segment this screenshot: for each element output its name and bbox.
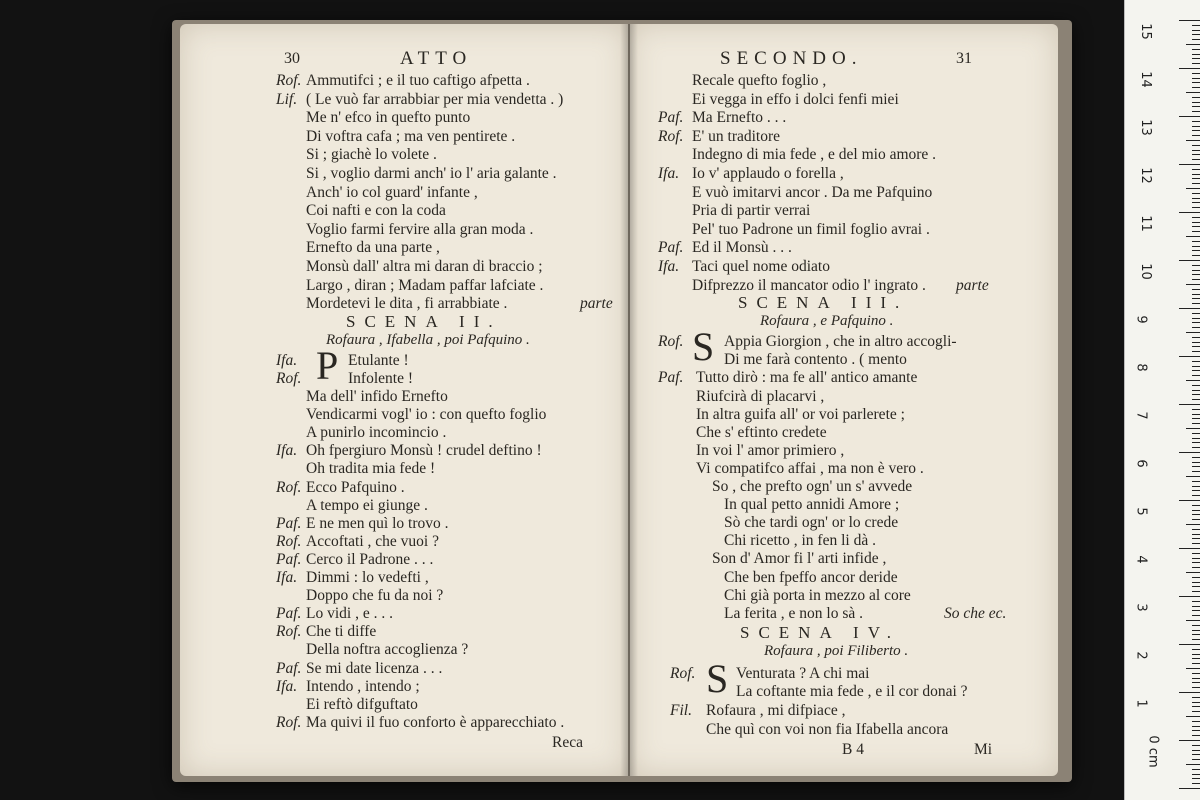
verse-line: Ei reftò difguftato (306, 695, 418, 713)
verse-line: Infolente ! (348, 369, 413, 387)
speaker-label: Paf. (276, 659, 302, 677)
verse-line: Oh tradita mia fede ! (306, 460, 436, 478)
ruler-tick (1192, 783, 1200, 784)
ruler-tick (1192, 298, 1200, 299)
speaker-label: Rof. (276, 369, 302, 387)
ruler-tick (1192, 150, 1200, 151)
ruler-tick (1192, 591, 1200, 592)
ruler-tick (1192, 586, 1200, 587)
ruler-number: 8 (1133, 363, 1149, 372)
speaker-label: Ifa. (658, 258, 680, 275)
drop-capital: S (692, 324, 715, 370)
exit-note: parte (956, 276, 989, 294)
scene-title: SCENA II. (346, 311, 502, 331)
running-header: SECONDO. (720, 48, 863, 69)
verse-line: Indegno di mia fede , e del mio amore . (692, 146, 937, 164)
scene-cast: Rofaura , e Pafquino . (760, 313, 894, 330)
verse-line: Rofaura , mi difpiace , (706, 702, 846, 719)
verse-line: Che ti diffe (306, 623, 377, 641)
verse-line: Se mi date licenza . . . (306, 659, 443, 677)
speaker-label: Rof. (670, 664, 696, 682)
verse-line: Venturata ? A chi mai (736, 664, 870, 682)
ruler-tick (1186, 188, 1200, 189)
ruler-tick (1192, 313, 1200, 314)
ruler-tick (1192, 730, 1200, 731)
verse-line: Dimmi : lo vedefti , (306, 569, 429, 586)
verse-line: Ei vegga in effo i dolci fenfi miei (692, 90, 899, 108)
ruler-tick (1192, 106, 1200, 107)
ruler-tick (1192, 25, 1200, 26)
ruler-tick (1192, 702, 1200, 703)
ruler-tick (1192, 433, 1200, 434)
ruler-tick (1179, 356, 1200, 357)
verse-line: Oh fpergiuro Monsù ! crudel deftino ! (306, 442, 542, 460)
ruler-tick (1192, 423, 1200, 424)
ruler-tick (1192, 634, 1200, 635)
speaker-label: Rof. (658, 333, 684, 351)
verse-line: Ma Ernefto . . . (692, 109, 787, 127)
verse-line: In voi l' amor primiero , (696, 441, 845, 459)
verse-line: Che ben fpeffo ancor deride (724, 568, 898, 586)
speaker-label: Rof. (276, 72, 302, 89)
ruler-tick (1186, 140, 1200, 141)
ruler-tick (1192, 750, 1200, 751)
verse-line: Ed il Monsù . . . (692, 239, 792, 257)
speaker-label: Paf. (276, 605, 302, 623)
ruler-tick (1186, 236, 1200, 237)
ruler-tick (1192, 543, 1200, 544)
ruler-tick (1192, 351, 1200, 352)
ruler-tick (1192, 54, 1200, 55)
running-header: ATTO (400, 48, 473, 69)
ruler-number: 2 (1133, 651, 1149, 660)
ruler-tick (1192, 562, 1200, 563)
speaker-label: Ifa. (276, 351, 298, 369)
speaker-label: Ifa. (276, 569, 298, 586)
ruler-tick (1186, 44, 1200, 45)
ruler-tick (1192, 294, 1200, 295)
ruler-tick (1192, 658, 1200, 659)
ruler-tick (1192, 510, 1200, 511)
speaker-label: Paf. (276, 514, 302, 532)
ruler-tick (1192, 630, 1200, 631)
ruler-tick (1192, 466, 1200, 467)
ruler-tick (1186, 92, 1200, 93)
page-number: 30 (284, 50, 300, 67)
ruler-tick (1192, 726, 1200, 727)
ruler-tick (1192, 754, 1200, 755)
verse-line: Che quì con voi non fia Ifabella ancora (706, 720, 949, 738)
verse-line: Taci quel nome odiato (692, 258, 830, 275)
ruler-tick (1179, 596, 1200, 597)
ruler-tick (1179, 308, 1200, 309)
verse-line: ( Le vuò far arrabbiar per mia vendetta . ) (306, 90, 564, 108)
ruler-tick (1192, 255, 1200, 256)
ruler-tick (1186, 380, 1200, 381)
verse-line: E vuò imitarvi ancor . Da me Pafquino (692, 183, 933, 201)
ruler-tick (1192, 135, 1200, 136)
ruler-tick (1192, 279, 1200, 280)
ruler-tick (1192, 505, 1200, 506)
scene-title: SCENA III. (738, 293, 909, 313)
ruler-number: 4 (1133, 555, 1149, 564)
ruler-tick (1192, 342, 1200, 343)
ruler-tick (1192, 226, 1200, 227)
ruler-tick (1192, 30, 1200, 31)
ruler-tick (1192, 370, 1200, 371)
ruler-tick (1179, 740, 1200, 741)
speaker-label: Rof. (658, 127, 684, 145)
ruler-tick (1186, 764, 1200, 765)
verse-line: Chi già porta in mezzo al core (724, 586, 911, 604)
ruler-tick (1192, 217, 1200, 218)
verse-line: Di voftra cafa ; ma ven pentirete . (306, 127, 516, 145)
verse-line: Sò che tardi ogn' or lo crede (724, 514, 899, 532)
ruler-number: 5 (1133, 507, 1149, 516)
ruler-tick (1192, 58, 1200, 59)
ruler-tick (1192, 174, 1200, 175)
ruler-tick (1192, 447, 1200, 448)
verse-line: Mordetevi le dita , fi arrabbiate . (306, 295, 508, 313)
ruler-tick (1179, 644, 1200, 645)
ruler-tick (1192, 745, 1200, 746)
ruler-tick (1192, 409, 1200, 410)
ruler-tick (1192, 759, 1200, 760)
ruler-tick (1192, 442, 1200, 443)
verse-line: Etulante ! (348, 351, 409, 369)
speaker-label: Paf. (658, 109, 684, 127)
ruler-tick (1192, 577, 1200, 578)
ruler-tick (1192, 178, 1200, 179)
verse-line: La ferita , e non lo sà . (724, 604, 864, 622)
verse-line: Appia Giorgion , che in altro accogli- (724, 333, 957, 351)
ruler-tick (1192, 414, 1200, 415)
ruler-tick (1192, 399, 1200, 400)
ruler-tick (1186, 332, 1200, 333)
ruler-tick (1192, 198, 1200, 199)
ruler-tick (1192, 274, 1200, 275)
ruler-tick (1192, 625, 1200, 626)
ruler-tick (1179, 20, 1200, 21)
ruler-tick (1192, 687, 1200, 688)
ruler-number: 15 (1137, 23, 1153, 40)
ruler-tick (1192, 735, 1200, 736)
ruler-tick (1192, 241, 1200, 242)
verse-line: Si ; giachè lo volete . (306, 146, 437, 164)
ruler-tick (1192, 250, 1200, 251)
ruler-number: 0 cm (1145, 735, 1161, 768)
verse-line: Cerco il Padrone . . . (306, 550, 434, 568)
ruler-tick (1192, 270, 1200, 271)
ruler-tick (1192, 303, 1200, 304)
verse-line: A punirlo incomincio . (306, 424, 447, 442)
ruler-tick (1192, 519, 1200, 520)
ruler-tick (1192, 778, 1200, 779)
verse-line: Io v' applaudo o forella , (692, 165, 844, 182)
ruler-tick (1192, 346, 1200, 347)
ruler-tick (1192, 711, 1200, 712)
ruler-tick (1192, 567, 1200, 568)
verse-line: Ammutifci ; e il tuo caftigo afpetta . (306, 72, 530, 89)
ruler-tick (1192, 375, 1200, 376)
ruler-tick (1192, 63, 1200, 64)
ruler-tick (1192, 582, 1200, 583)
ruler-tick (1186, 524, 1200, 525)
verse-line: Chi ricetto , in fen li dà . (724, 532, 876, 550)
ruler-tick (1192, 610, 1200, 611)
signature-mark: B 4 (842, 741, 864, 759)
ruler-tick (1192, 246, 1200, 247)
ruler-tick (1192, 654, 1200, 655)
ruler-tick (1179, 68, 1200, 69)
speaker-label: Rof. (276, 713, 302, 731)
aria-cue: So che ec. (944, 604, 1007, 622)
verse-line: Me n' efco in quefto punto (306, 109, 471, 127)
ruler-number: 9 (1133, 315, 1149, 324)
ruler-tick (1186, 476, 1200, 477)
ruler-tick (1179, 548, 1200, 549)
verse-line: A tempo ei giunge . (306, 496, 428, 514)
ruler-tick (1192, 457, 1200, 458)
verse-line: Riufcirà di placarvi , (696, 387, 825, 405)
ruler-tick (1192, 159, 1200, 160)
ruler-tick (1192, 394, 1200, 395)
speaker-label: Fil. (670, 702, 692, 719)
ruler-tick (1179, 788, 1200, 789)
ruler-tick (1192, 462, 1200, 463)
ruler-number: 12 (1137, 167, 1153, 184)
verse-line: Recale quefto foglio , (692, 72, 827, 89)
ruler-tick (1179, 212, 1200, 213)
speaker-label: Paf. (276, 550, 302, 568)
verse-line: Si , voglio darmi anch' io l' aria galante . (306, 165, 557, 182)
ruler-tick (1192, 481, 1200, 482)
ruler-tick (1192, 78, 1200, 79)
verse-line: Voglio farmi fervire alla gran moda . (306, 220, 534, 238)
ruler-tick (1186, 572, 1200, 573)
verse-line: Vendicarmi vogl' io : con quefto foglio (306, 406, 547, 424)
ruler-number: 7 (1133, 411, 1149, 420)
ruler-tick (1192, 678, 1200, 679)
speaker-label: Lif. (276, 90, 298, 108)
verse-line: Accoftati , che vuoi ? (306, 532, 439, 550)
speaker-label: Ifa. (276, 442, 298, 460)
speaker-label: Rof. (276, 478, 302, 496)
verse-line: Doppo che fu da noi ? (306, 587, 444, 605)
ruler-tick (1192, 145, 1200, 146)
ruler-tick (1192, 390, 1200, 391)
ruler-tick (1192, 553, 1200, 554)
ruler-tick (1179, 452, 1200, 453)
ruler-tick (1192, 606, 1200, 607)
ruler-tick (1192, 49, 1200, 50)
verse-line: Ernefto da una parte , (306, 239, 440, 257)
ruler-tick (1192, 289, 1200, 290)
ruler-tick (1192, 471, 1200, 472)
ruler-tick (1192, 682, 1200, 683)
ruler-tick (1192, 673, 1200, 674)
ruler-tick (1192, 514, 1200, 515)
ruler-tick (1186, 716, 1200, 717)
ruler-tick (1192, 183, 1200, 184)
ruler-tick (1192, 418, 1200, 419)
ruler-tick (1192, 558, 1200, 559)
ruler-tick (1192, 126, 1200, 127)
ruler-tick (1192, 601, 1200, 602)
ruler-tick (1192, 361, 1200, 362)
ruler-tick (1192, 529, 1200, 530)
verse-line: Che s' eftinto credete (696, 423, 827, 441)
ruler-tick (1192, 34, 1200, 35)
verse-line: Monsù dall' altra mi daran di braccio ; (306, 258, 543, 275)
ruler-tick (1192, 73, 1200, 74)
ruler-tick (1192, 111, 1200, 112)
ruler-number: 13 (1137, 119, 1153, 136)
ruler-number: 11 (1137, 215, 1153, 232)
speaker-label: Ifa. (276, 677, 298, 695)
ruler-tick (1192, 486, 1200, 487)
ruler-number: 1 (1133, 699, 1149, 708)
ruler-tick (1179, 500, 1200, 501)
ruler-number: 6 (1133, 459, 1149, 468)
ruler-tick (1192, 538, 1200, 539)
exit-note: parte (580, 295, 613, 313)
ruler-tick (1192, 490, 1200, 491)
right-page (630, 24, 1058, 776)
verse-line: Coi nafti e con la coda (306, 202, 446, 220)
ruler-tick (1186, 284, 1200, 285)
verse-line: Lo vidi , e . . . (306, 605, 393, 623)
ruler-tick (1192, 318, 1200, 319)
ruler-tick (1192, 721, 1200, 722)
verse-line: Largo , diran ; Madam paffar lafciate . (306, 276, 544, 294)
verse-line: Pria di partir verrai (692, 202, 811, 220)
ruler-tick (1192, 87, 1200, 88)
speaker-label: Rof. (276, 623, 302, 641)
scene-cast: Rofaura , poi Filiberto . (764, 642, 909, 659)
ruler-number: 10 (1137, 263, 1153, 280)
ruler-tick (1192, 366, 1200, 367)
ruler-tick (1192, 495, 1200, 496)
scene-title: SCENA IV. (740, 622, 901, 642)
ruler-tick (1192, 534, 1200, 535)
verse-line: Difprezzo il mancator odio l' ingrato . (692, 276, 926, 294)
ruler-tick (1192, 202, 1200, 203)
verse-line: Della noftra accoglienza ? (306, 641, 469, 659)
verse-line: So , che prefto ogn' un s' avvede (712, 478, 913, 495)
ruler-tick (1192, 769, 1200, 770)
verse-line: Anch' io col guard' infante , (306, 183, 478, 201)
ruler-tick (1192, 322, 1200, 323)
verse-line: Ecco Pafquino . (306, 478, 405, 496)
ruler-tick (1192, 615, 1200, 616)
verse-line: Intendo , intendo ; (306, 677, 420, 695)
page-number: 31 (956, 50, 972, 67)
scene-cast: Rofaura , Ifabella , poi Pafquino . (326, 331, 530, 348)
ruler-tick (1192, 102, 1200, 103)
ruler-tick (1192, 438, 1200, 439)
verse-line: Di me farà contento . ( mento (724, 351, 907, 369)
speaker-label: Ifa. (658, 165, 680, 182)
ruler-tick (1192, 327, 1200, 328)
ruler-number: 3 (1133, 603, 1149, 612)
ruler-tick (1192, 82, 1200, 83)
verse-line: In qual petto annidi Amore ; (724, 496, 900, 514)
ruler-tick (1179, 260, 1200, 261)
ruler-tick (1192, 649, 1200, 650)
ruler-tick (1192, 231, 1200, 232)
catchword: Mi (974, 741, 993, 759)
verse-line: Vi compatifco affai , ma non è vero . (696, 459, 924, 477)
ruler-tick (1192, 97, 1200, 98)
verse-line: In altra guifa all' or voi parlerete ; (696, 405, 905, 423)
ruler-tick (1192, 697, 1200, 698)
verse-line: Ma quivi il fuo conforto è apparecchiato . (306, 713, 565, 731)
ruler-tick (1192, 663, 1200, 664)
ruler-tick (1192, 154, 1200, 155)
left-page (180, 24, 628, 776)
drop-capital: S (706, 655, 729, 701)
ruler-tick (1179, 164, 1200, 165)
verse-line: E' un traditore (692, 127, 781, 145)
verse-line: Tutto dirò : ma fe all' antico amante (696, 369, 918, 387)
ruler-tick (1186, 668, 1200, 669)
drop-capital: P (316, 342, 339, 388)
verse-line: E ne men quì lo trovo . (306, 514, 449, 532)
ruler-tick (1186, 428, 1200, 429)
ruler-number: 14 (1137, 71, 1153, 88)
verse-line: Son d' Amor fi l' arti infide , (712, 550, 887, 568)
ruler-tick (1192, 639, 1200, 640)
ruler-tick (1192, 337, 1200, 338)
speaker-label: Paf. (658, 239, 684, 257)
verse-line: La coftante mia fede , e il cor donai ? (736, 683, 968, 701)
ruler-tick (1179, 116, 1200, 117)
measurement-ruler (1124, 0, 1200, 800)
ruler-tick (1192, 193, 1200, 194)
speaker-label: Paf. (658, 369, 684, 387)
ruler-tick (1179, 692, 1200, 693)
ruler-tick (1192, 265, 1200, 266)
ruler-tick (1192, 706, 1200, 707)
ruler-tick (1192, 169, 1200, 170)
verse-line: Pel' tuo Padrone un fimil foglio avrai . (692, 220, 930, 238)
ruler-tick (1192, 130, 1200, 131)
verse-line: Ma dell' infido Ernefto (306, 388, 448, 405)
ruler-tick (1186, 620, 1200, 621)
ruler-tick (1192, 222, 1200, 223)
ruler-tick (1192, 207, 1200, 208)
ruler-tick (1192, 774, 1200, 775)
speaker-label: Rof. (276, 532, 302, 550)
ruler-tick (1192, 39, 1200, 40)
ruler-tick (1192, 385, 1200, 386)
catchword: Reca (552, 733, 583, 751)
ruler-tick (1179, 404, 1200, 405)
book-gutter (620, 24, 638, 776)
ruler-tick (1192, 121, 1200, 122)
